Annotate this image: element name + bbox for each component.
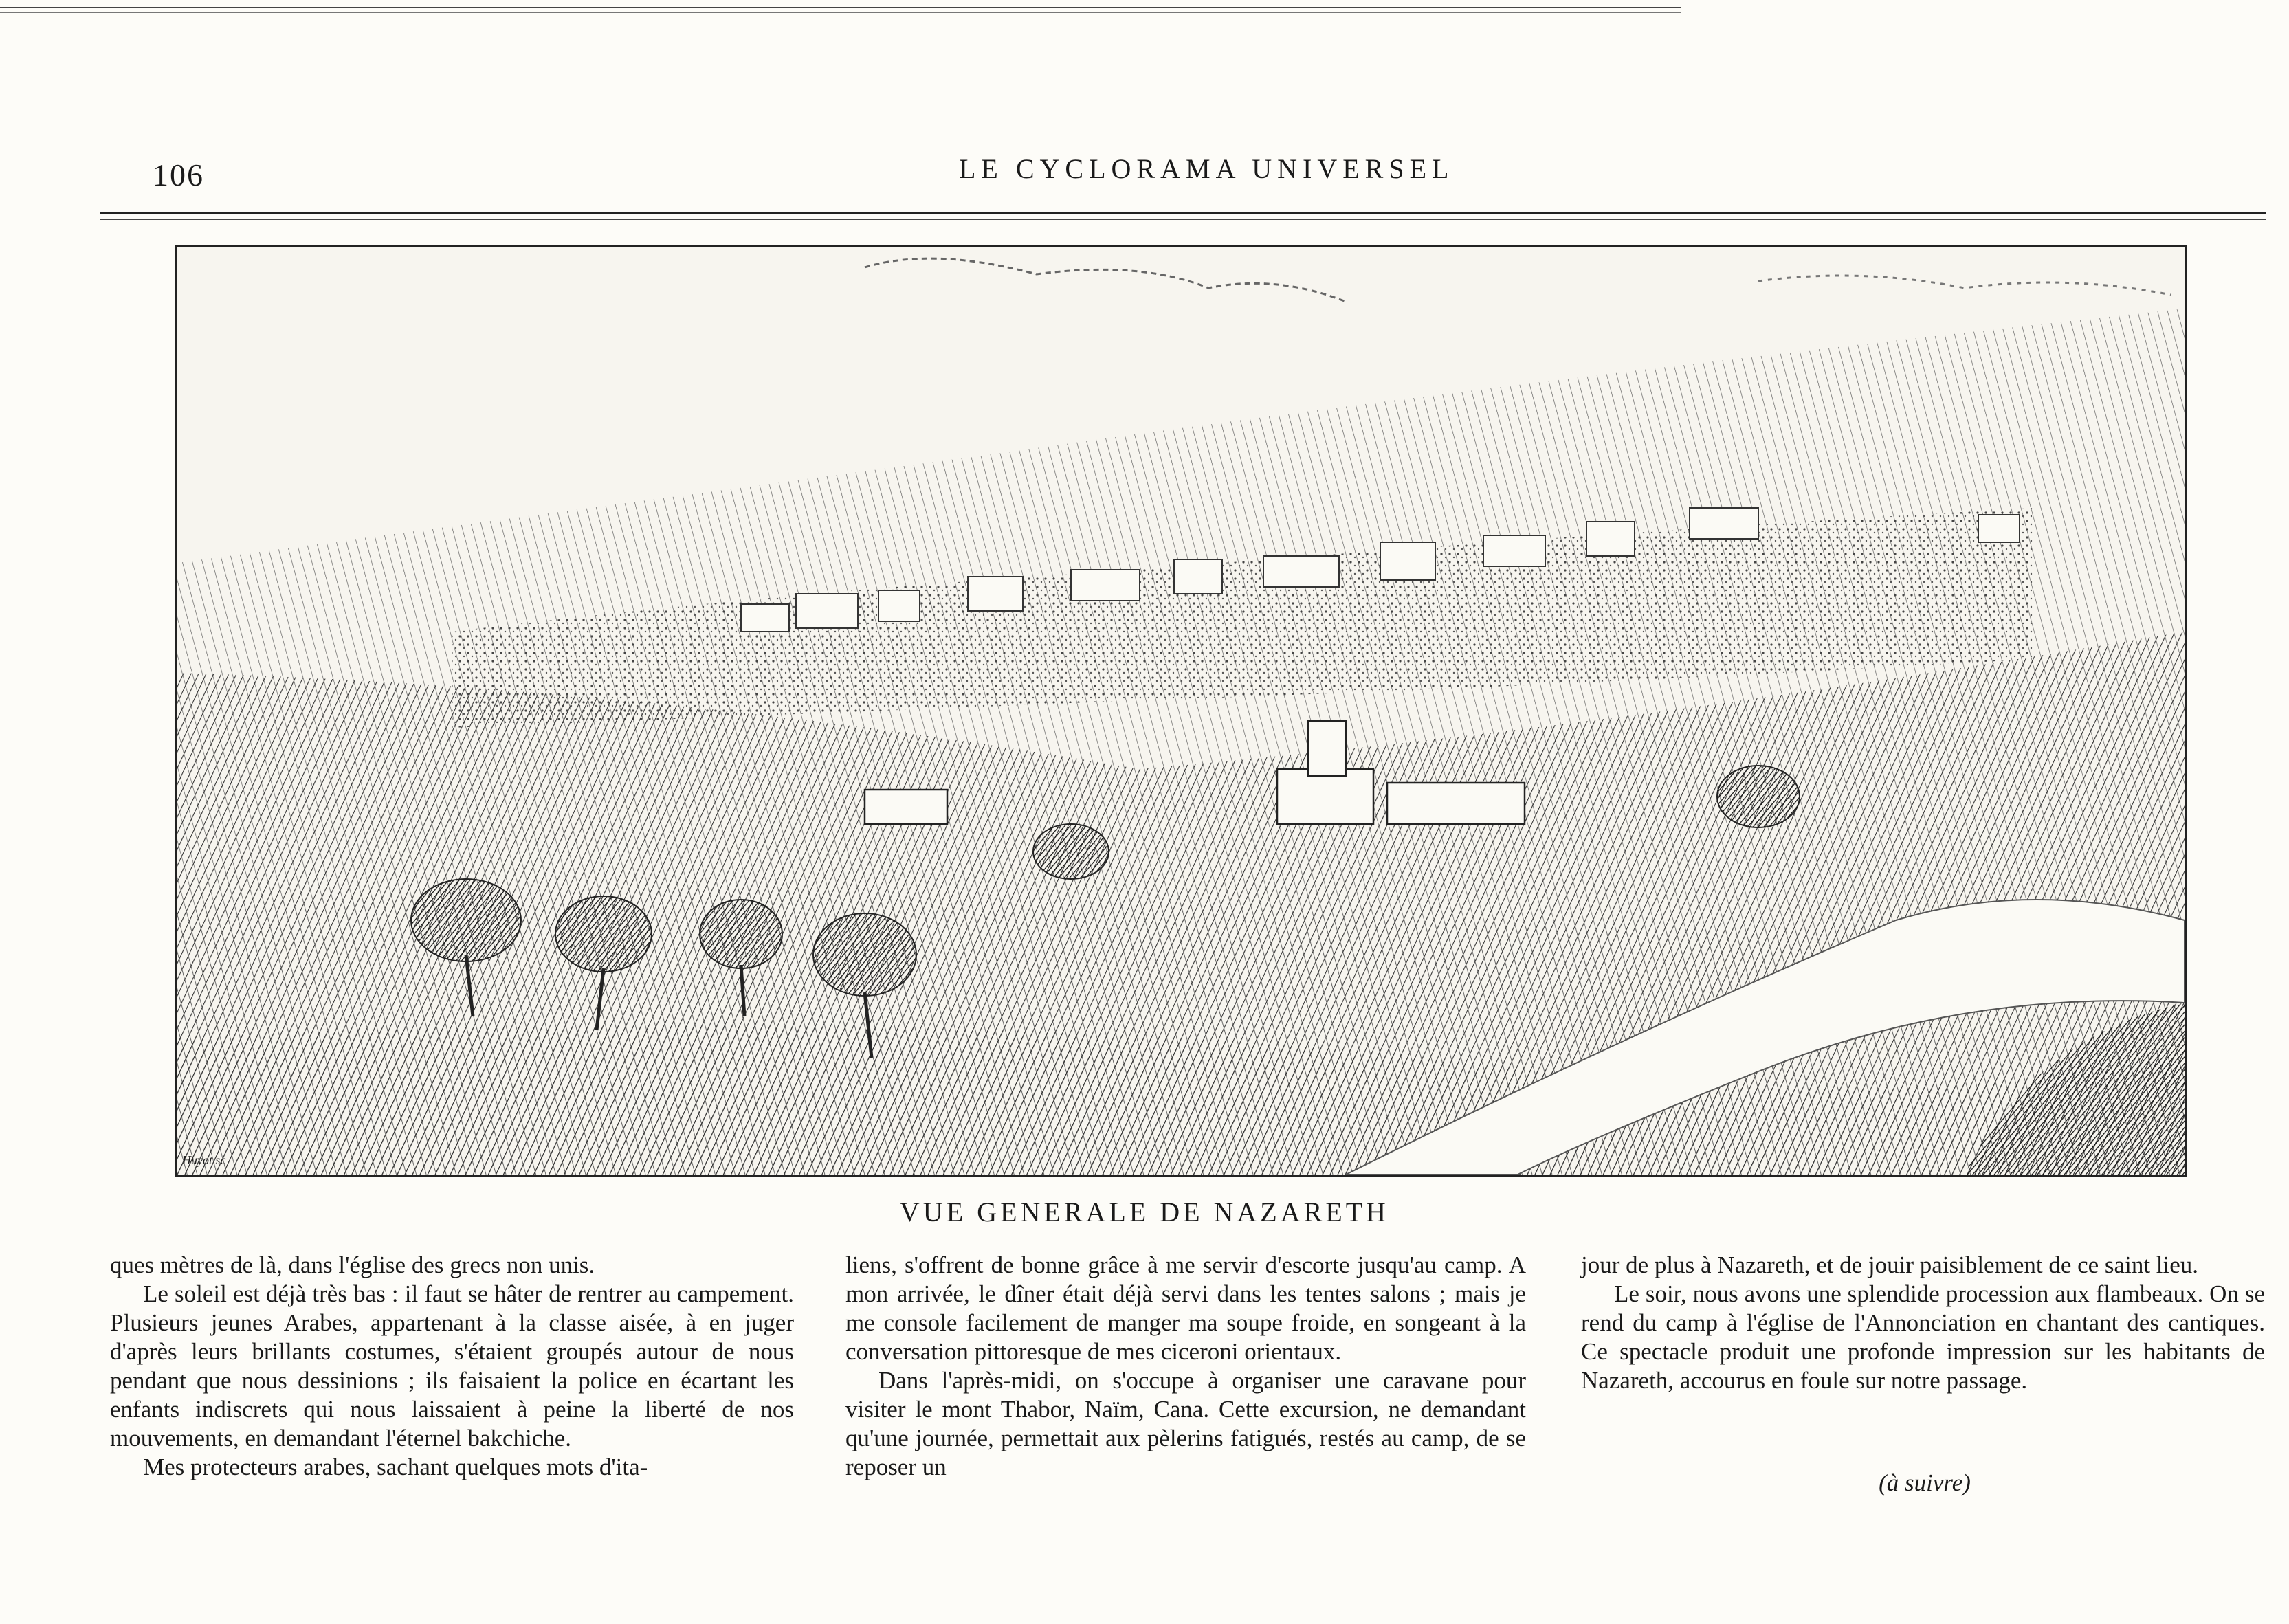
header-rule [100,212,2266,220]
text-column-2 [845,1251,1526,1482]
running-title: LE CYCLORAMA UNIVERSEL [959,153,1455,184]
paragraph: Le soleil est déjà très bas : il faut se hâter de rentrer au campement. Plusieurs jeunes Arabes, appartenant à la classe aisée, à en juger d'après leurs brillants costumes, s'étaient groupés autour de nous pendant que nous dessinions ; ils faisaient la police en écartant les enfants indiscrets qui nous laissaient à peine la liberté de nos mouvements, en demandant l'éternel bakchiche. [110,1280,794,1451]
text-column-3 [1581,1251,2265,1395]
top-border-rule [0,7,1681,13]
landscape-engraving [177,247,2185,1175]
paragraph: jour de plus à Nazareth, et de jouir paisiblement de ce saint lieu. [1581,1252,2199,1278]
engraver-signature: Huyot sc [182,1153,226,1167]
paragraph: Le soir, nous avons une splendide procession aux flambeaux. On se rend du camp à l'église de l'Annonciation en chantant des cantiques. Ce spectacle produit une profonde impression sur les habitants de Nazareth, accourus en foule sur notre passage. [1581,1280,2265,1394]
paragraph: Mes protecteurs arabes, sachant quelques mots d'ita- [143,1454,648,1480]
engraving-view-of-nazareth [175,245,2187,1177]
paragraph: liens, s'offrent de bonne grâce à me servir d'escorte jusqu'au camp. A mon arrivée, le dîner était déjà servi dans les tentes salons ; mais je me console facilement de manger ma soupe froide, en songeant à la conversation pittoresque de mes ciceroni orientaux. [845,1252,1526,1365]
text-column-1 [110,1251,794,1482]
page-number: 106 [153,157,204,192]
to-be-continued-note: (à suivre) [1879,1469,1971,1496]
illustration-caption: VUE GENERALE DE NAZARETH [899,1197,1390,1227]
paragraph: ques mètres de là, dans l'église des grecs non unis. [110,1252,595,1278]
paragraph: Dans l'après-midi, on s'occupe à organiser une caravane pour visiter le mont Thabor, Naïm, Cana. Cette excursion, ne demandant qu'une journée, permettait aux pèlerins fatigués, restés au camp, de se reposer un [845,1367,1526,1480]
